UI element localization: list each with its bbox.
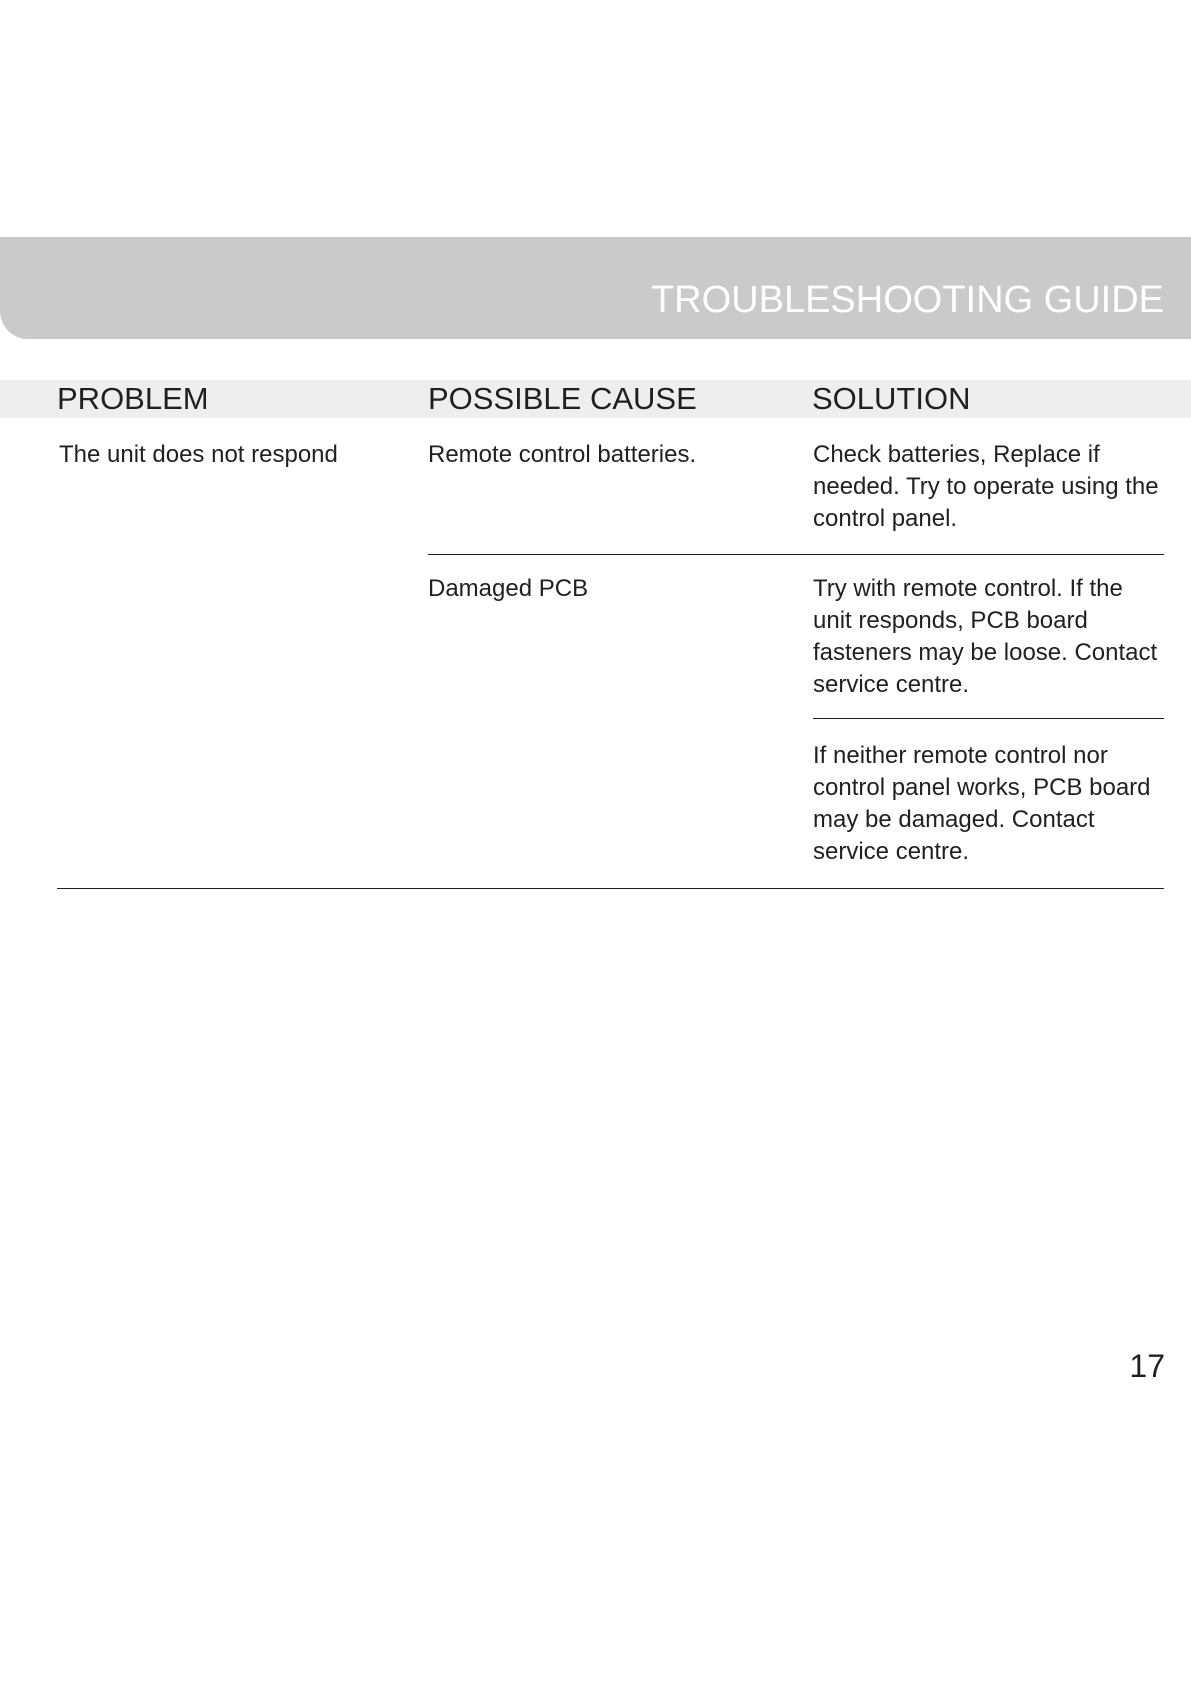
solution-cell: Try with remote control. If the unit responds, PCB board fasteners may be loose. Contact service centre. <box>813 575 1158 698</box>
column-header-solution: SOLUTION <box>812 381 971 416</box>
cause-cell: Remote control batteries. <box>428 441 697 468</box>
table-header <box>0 380 1191 418</box>
solution-divider <box>813 718 1164 719</box>
row-divider <box>428 554 1164 555</box>
column-header-possible-cause: POSSIBLE CAUSE <box>428 381 697 416</box>
solution-cell: Check batteries, Replace if needed. Try to operate using the control panel. <box>813 441 1159 532</box>
cause-cell: Damaged PCB <box>428 575 589 602</box>
section-title-band <box>0 237 1191 339</box>
page-number: 17 <box>1129 1348 1165 1384</box>
problem-cell: The unit does not respond <box>59 441 338 468</box>
section-title: TROUBLESHOOTING GUIDE <box>650 279 1164 321</box>
table-bottom-rule <box>57 888 1164 889</box>
solution-cell: If neither remote control nor control panel works, PCB board may be damaged. Contact service centre. <box>813 742 1151 865</box>
column-header-problem: PROBLEM <box>57 381 209 416</box>
